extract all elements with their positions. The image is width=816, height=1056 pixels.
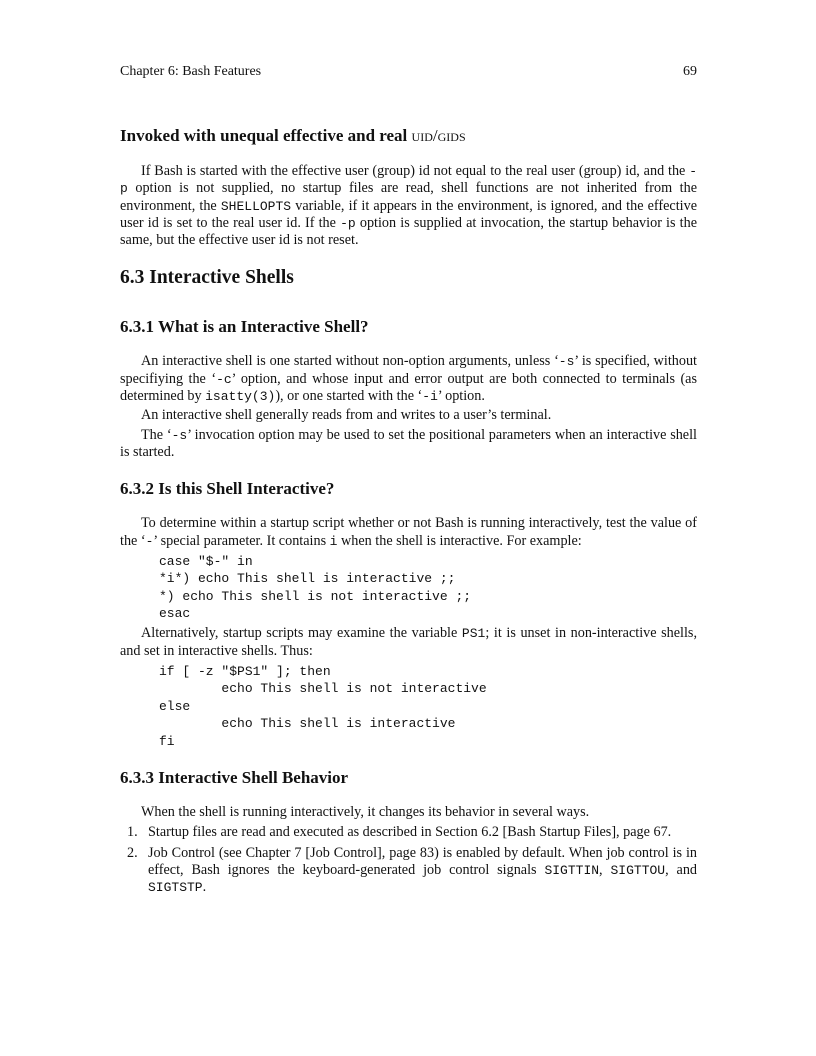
- code-example-case: case "$-" in *i*) echo This shell is interactive ;; *) echo This shell is not interactive ;; esac: [159, 553, 472, 622]
- section-title-6-3-2: 6.3.2 Is this Shell Interactive?: [120, 479, 335, 499]
- paragraph-unequal-ids: If Bash is started with the effective user (group) id not equal to the real user (group) id, and the -p option is not supplied, no startup files are read, shell functions are not inherited from the environment, the SHELLOPTS variable, if it appears in the environment, is ignored, and the effective user id is set to the real user id. If the -p option is supplied at invocation, the startup behavior is the same, but the effective user id is not reset.: [120, 163, 697, 249]
- page-number: 69: [683, 64, 697, 79]
- section-title-6-3-3: 6.3.3 Interactive Shell Behavior: [120, 768, 349, 788]
- list-item: 1. Startup files are read and executed as described in Section 6.2 [Bash Startup Files], page 67.: [127, 824, 672, 841]
- paragraph-633-intro: When the shell is running interactively, it changes its behavior in several ways.: [141, 804, 590, 821]
- paragraph-631-3: The ‘-s’ invocation option may be used to set the positional parameters when an interactive shell is started.: [120, 426, 697, 460]
- paragraph-631-2: An interactive shell generally reads from and writes to a user’s terminal.: [141, 407, 552, 424]
- content: [120, 126, 697, 897]
- heading-unequal-ids: Invoked with unequal effective and real uid/gids: [120, 126, 466, 145]
- list-item: 2. Job Control (see Chapter 7 [Job Control], page 83) is enabled by default. When job control is in effect, Bash ignores the keyboard-generated job control signals SIGTTIN, SIGTTOU, and SIGTSTP.: [127, 844, 698, 896]
- section-title-6-3: 6.3 Interactive Shells: [120, 267, 294, 289]
- running-header: [120, 64, 697, 80]
- paragraph-632-1: To determine within a startup script whether or not Bash is running interactively, test the value of the ‘-’ special parameter. It contains i when the shell is interactive. For example:: [120, 515, 697, 549]
- behavior-list: [120, 824, 697, 896]
- section-title-6-3-1: 6.3.1 What is an Interactive Shell?: [120, 317, 369, 337]
- code-example-if: if [ -z "$PS1" ]; then echo This shell is not interactive else echo This shell is interactive fi: [159, 664, 487, 749]
- chapter-title: Chapter 6: Bash Features: [120, 64, 262, 79]
- paragraph-632-2: Alternatively, startup scripts may examine the variable PS1; it is unset in non-interactive shells, and set in interactive shells. Thus:: [120, 625, 697, 659]
- paragraph-631-1: An interactive shell is one started without non-option arguments, unless ‘-s’ is specified, without specifiying the ‘-c’ option, and whose input and error output are both connected to terminals (as determined by isatty(3)), or one started with the ‘-i’ option.: [120, 353, 697, 405]
